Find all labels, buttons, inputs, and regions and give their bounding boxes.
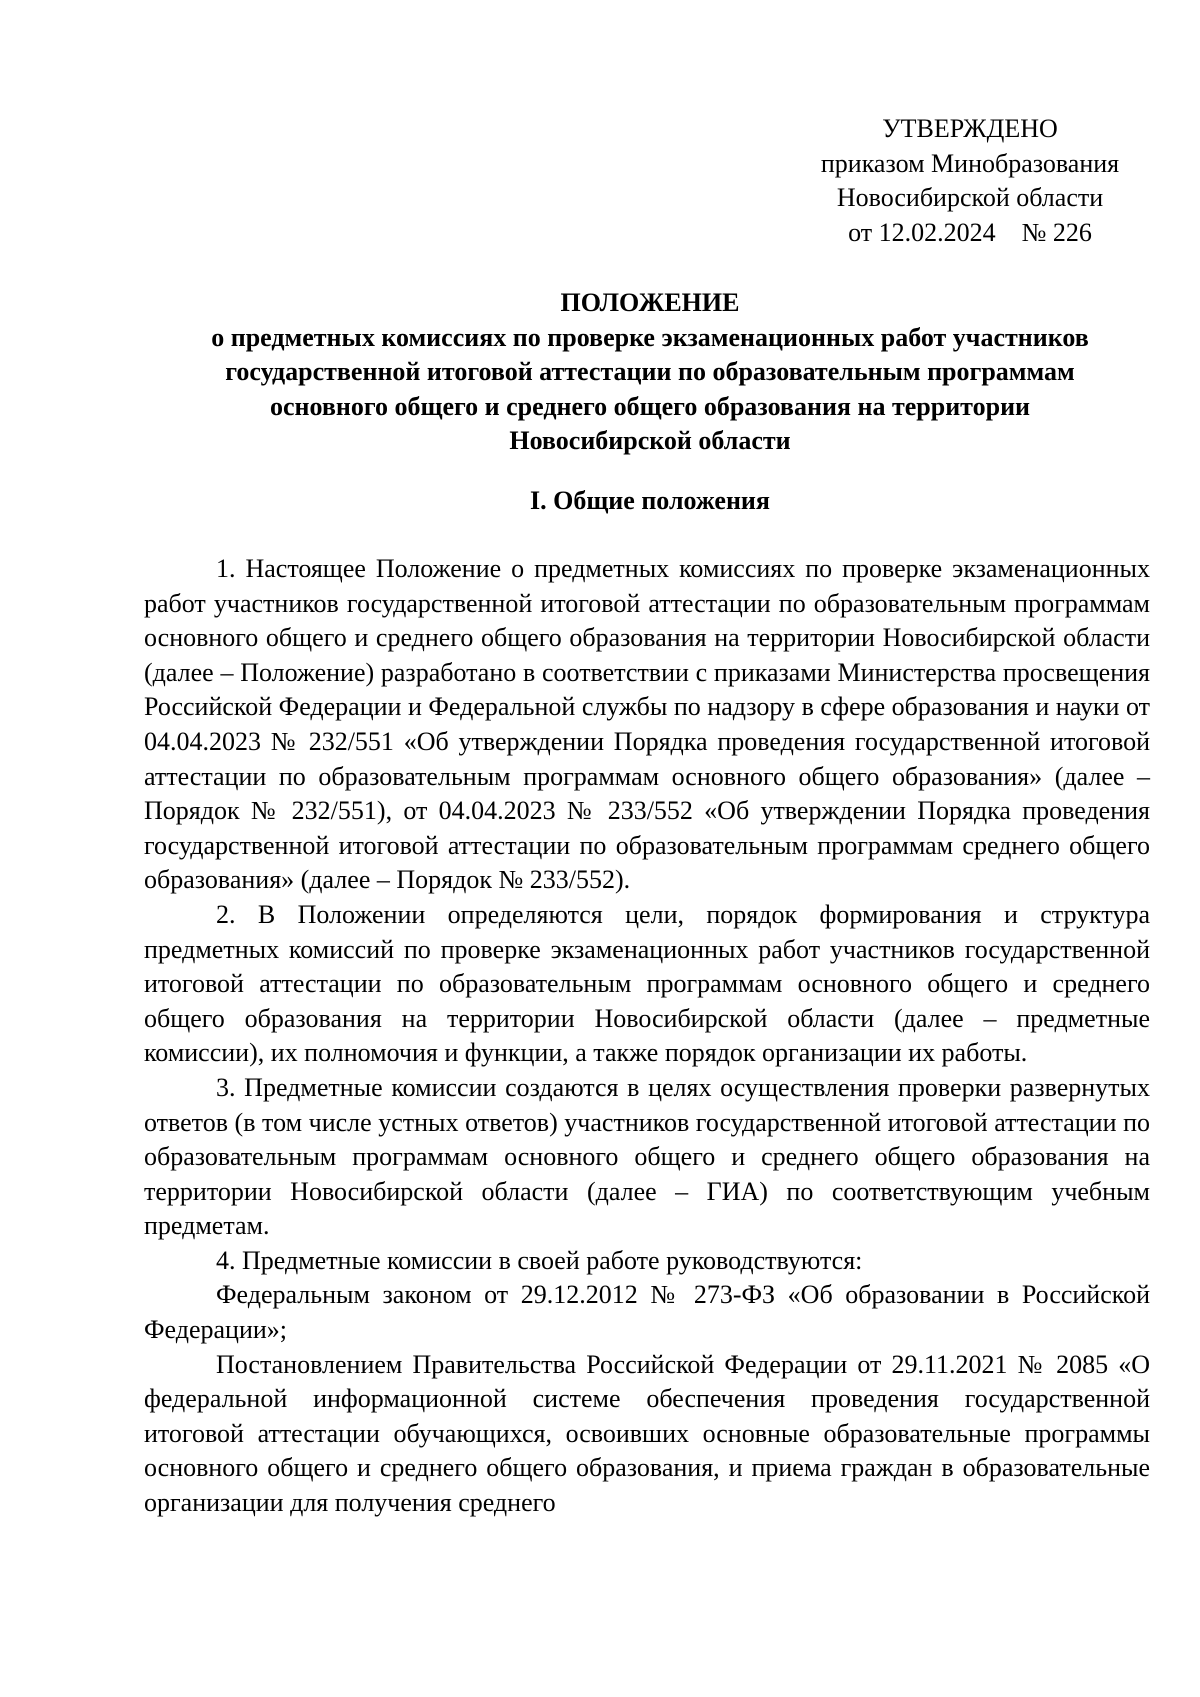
approval-line: Новосибирской области <box>836 183 1104 213</box>
paragraph-law-273: Федеральным законом от 29.12.2012 № 273-ФЗ «Об образовании в Российской Федерации»; <box>144 1280 1150 1345</box>
document-body <box>144 552 1150 1521</box>
title-heading: ПОЛОЖЕНИЕ <box>560 288 740 317</box>
paragraph-2: 2. В Положении определяются цели, порядок формирования и структура предметных комиссий по проверке экзаменационных работ участников государственной итоговой аттестации по образовательным программам основного общего и среднего общего образования на территории Новосибирской области (далее – предметные комиссии), их полномочия и функции, а также порядок организации их работы. <box>144 899 1150 1068</box>
paragraph-resolution-2085: Постановлением Правительства Российской Федерации от 29.11.2021 № 2085 «О федеральной информационной системе обеспечения проведения государственной итоговой аттестации обучающихся, освоивших основные образовательные программы основного общего и среднего общего образования, и приема граждан в образовательные организации для получения среднего <box>144 1349 1150 1518</box>
paragraph-1: 1. Настоящее Положение о предметных комиссиях по проверке экзаменационных работ участников государственной итоговой аттестации по образовательным программам основного общего и среднего общего образования на территории Новосибирской области (далее – Положение) разработано в соответствии с приказами Министерства просвещения Российской Федерации и Федеральной службы по надзору в сфере образования и науки от 04.04.2023 № 232/551 «Об утверждении Порядка проведения государственной итоговой аттестации по образовательным программам основного общего образования» (далее – Порядок № 232/551), от 04.04.2023 № 233/552 «Об утверждении Порядка проведения государственной итоговой аттестации по образовательным программам среднего общего образования» (далее – Порядок № 233/552). <box>144 554 1150 895</box>
title-subtitle-line: государственной итоговой аттестации по образовательным программам <box>225 357 1075 387</box>
approval-stamp <box>780 112 1160 250</box>
approval-line: от 12.02.2024 № 226 <box>848 217 1092 247</box>
document-title <box>120 286 1180 459</box>
approval-line: УТВЕРЖДЕНО <box>882 114 1058 143</box>
section-heading: I. Общие положения <box>530 486 770 515</box>
title-subtitle-line: основного общего и среднего общего образования на территории <box>269 391 1031 421</box>
paragraph-4: 4. Предметные комиссии в своей работе руководствуются: <box>216 1245 863 1275</box>
title-subtitle-line: Новосибирской области <box>509 426 791 456</box>
title-subtitle-line: о предметных комиссиях по проверке экзаменационных работ участников <box>211 322 1089 352</box>
paragraph-3: 3. Предметные комиссии создаются в целях осуществления проверки развернутых ответов (в том числе устных ответов) участников государственной итоговой аттестации по образовательным программам основного общего и среднего общего образования на территории Новосибирской области (далее – ГИА) по соответствующим учебным предметам. <box>144 1072 1150 1241</box>
approval-line: приказом Минобразования <box>820 148 1120 178</box>
